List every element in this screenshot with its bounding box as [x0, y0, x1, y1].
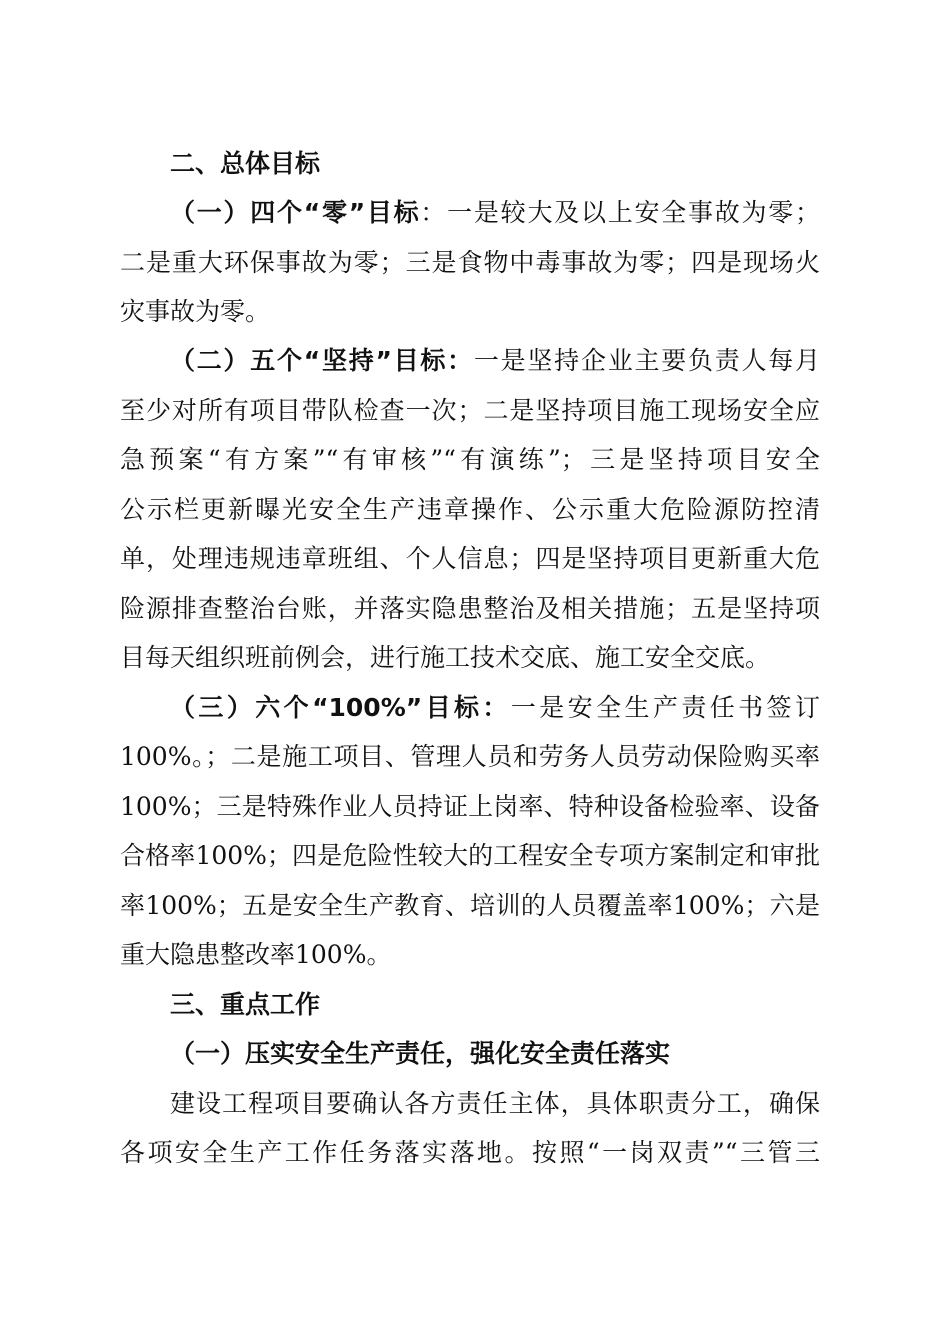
goal-2-line-1 [170, 337, 820, 385]
goal-2-line-3: 急预案“有方案”“有审核”“有演练”；三是坚持项目安全 [120, 445, 820, 474]
goal-3-label: （三）六个“100%”目标： [170, 693, 511, 722]
goal-2-line-5: 单，处理违规违章班组、个人信息；四是坚持项目更新重大危 [120, 544, 820, 573]
goal-3-line-6: 重大隐患整改率100%。 [120, 940, 392, 969]
goal-3-line-3: 100%；三是特殊作业人员持证上岗率、特种设备检验率、设备 [120, 792, 820, 821]
sub-1-line-1: 建设工程项目要确认各方责任主体，具体职责分工，确保 [170, 1089, 820, 1118]
goal-2-line-4: 公示栏更新曝光安全生产违章操作、公示重大危险源防控清 [120, 495, 820, 524]
sub-1-line-2: 各项安全生产工作任务落实落地。按照“一岗双责”“三管三 [120, 1138, 820, 1167]
goal-2-line-2: 至少对所有项目带队检查一次；二是坚持项目施工现场安全应 [120, 396, 820, 425]
section-2-heading: 二、总体目标 [170, 149, 321, 178]
goal-3-text: 一是安全生产责任书签订 [510, 693, 820, 722]
goal-1-text: ：一是较大及以上安全事故为零； [420, 198, 820, 227]
goal-1-line-1 [170, 189, 820, 237]
goal-1-line-2: 二是重大环保事故为零；三是食物中毒事故为零；四是现场火 [120, 248, 820, 277]
goal-1-label: （一）四个“零”目标 [170, 198, 421, 227]
goal-2-text: 一是坚持企业主要负责人每月 [473, 346, 820, 375]
sub-1-heading: （一）压实安全生产责任，强化安全责任落实 [170, 1039, 671, 1068]
goal-2-label: （二）五个“坚持”目标： [170, 346, 474, 375]
goal-3-line-5: 率100%；五是安全生产教育、培训的人员覆盖率100%；六是 [120, 891, 820, 920]
goal-2-line-6: 险源排查整治台账，并落实隐患整治及相关措施；五是坚持项 [120, 594, 820, 623]
section-3-heading: 三、重点工作 [170, 990, 321, 1019]
goal-3-line-1 [170, 684, 820, 732]
goal-1-line-3: 灾事故为零。 [120, 297, 271, 326]
goal-3-line-2: 100%。；二是施工项目、管理人员和劳务人员劳动保险购买率 [120, 742, 820, 771]
goal-2-line-7: 目每天组织班前例会，进行施工技术交底、施工安全交底。 [120, 643, 771, 672]
goal-3-line-4: 合格率100%；四是危险性较大的工程安全专项方案制定和审批 [120, 841, 820, 870]
